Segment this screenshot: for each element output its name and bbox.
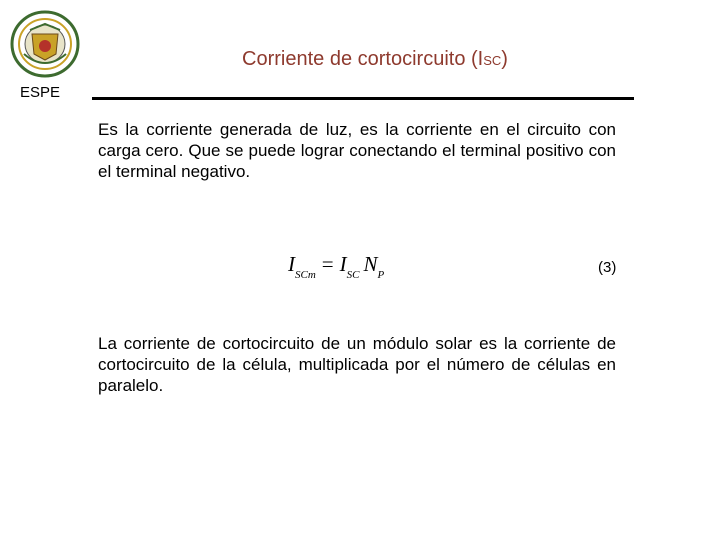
espe-label: ESPE <box>20 84 61 101</box>
formula-isc <box>288 252 384 281</box>
title-text: Corriente de cortocircuito (I <box>242 48 484 70</box>
formula-lhs-symbol: I <box>288 252 295 276</box>
formula-lhs-sub: SCm <box>295 269 316 281</box>
formula-rhs1-symbol: I <box>339 252 347 276</box>
slide-title <box>140 48 610 71</box>
espe-logo <box>10 10 80 78</box>
formula-rhs2-sub: P <box>377 269 385 281</box>
title-subscript: SC <box>483 53 502 68</box>
formula-rhs1-sub: SC <box>346 269 360 281</box>
paragraph-definition: Es la corriente generada de luz, es la corriente en el circuito con carga cero. Que se puede lograr conectando el terminal positivo con el terminal negativo. <box>98 120 616 181</box>
formula-equals: = <box>321 252 334 276</box>
equation-number: (3) <box>598 259 617 276</box>
formula-rhs2-symbol: N <box>363 252 378 276</box>
paragraph-module: La corriente de cortocircuito de un módulo solar es la corriente de cortocircuito de la célula, multiplicada por el número de células en paralelo. <box>98 334 616 395</box>
title-close: ) <box>501 48 508 70</box>
title-divider <box>92 97 634 100</box>
